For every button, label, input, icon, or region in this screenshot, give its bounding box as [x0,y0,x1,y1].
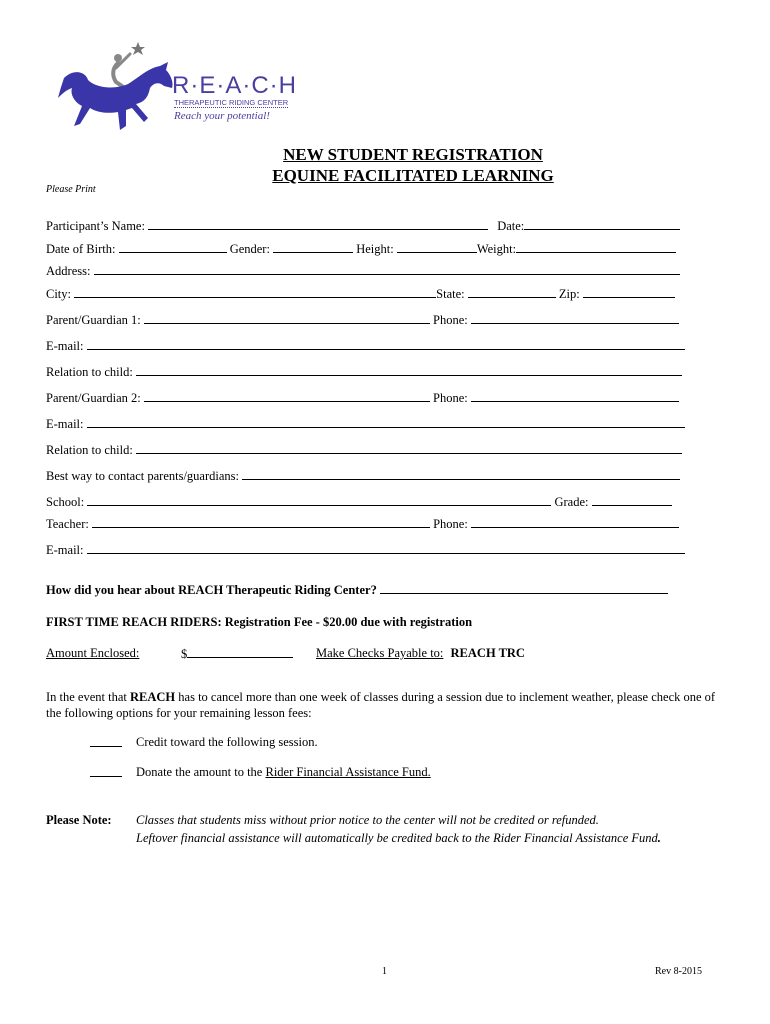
payee-name: REACH TRC [450,646,525,660]
city-label: City: [46,287,72,301]
reach-logo [52,38,302,138]
horse-rider-logo-icon [52,38,177,138]
city-field[interactable] [74,286,436,298]
phone2-field[interactable] [471,390,679,402]
first-time-riders-fee: FIRST TIME REACH RIDERS: Registration Fee - $20.00 due with registration [46,615,473,629]
option1-label: Credit toward the following session. [136,735,318,749]
date-field[interactable] [524,218,680,230]
make-checks-label: Make Checks Payable to: [316,646,444,660]
grade-label: Grade: [554,495,589,509]
phone3-label: Phone: [433,517,468,531]
relation1-label: Relation to child: [46,365,133,379]
phone2-label: Phone: [433,391,468,405]
hear-about-label: How did you hear about REACH Therapeutic Riding Center? [46,583,377,597]
state-field[interactable] [468,286,556,298]
best-way-label: Best way to contact parents/guardians: [46,469,239,483]
email1-label: E-mail: [46,339,84,353]
amount-enclosed-label: Amount Enclosed: [46,646,140,660]
please-note-label: Please Note: [46,813,112,827]
amount-field[interactable] [187,646,293,658]
participant-name-label: Participant’s Name: [46,219,145,233]
brand-subtitle: THERAPEUTIC RIDING CENTER [174,98,289,107]
phone1-label: Phone: [433,313,468,327]
dollar-sign: $ [181,647,188,661]
address-field[interactable] [94,263,680,275]
parent2-label: Parent/Guardian 2: [46,391,141,405]
zip-label: Zip: [558,287,580,301]
teacher-field[interactable] [92,516,430,528]
weight-label: Weight: [476,242,517,256]
school-field[interactable] [87,494,551,506]
page-number: 1 [382,966,387,977]
phone3-field[interactable] [471,516,679,528]
note-line2: Leftover financial assistance will automatically be credited back to the Rider Financial Assistance Fund [136,831,658,845]
form-title-line2: EQUINE FACILITATED LEARNING [272,166,554,185]
email1-field[interactable] [87,338,685,350]
relation2-field[interactable] [136,442,682,454]
state-label: State: [436,287,465,301]
option2-label: Donate the amount to the [136,765,266,779]
parent1-label: Parent/Guardian 1: [46,313,141,327]
best-way-field[interactable] [242,468,680,480]
parent2-field[interactable] [144,390,430,402]
gender-field[interactable] [273,241,353,253]
participant-name-field[interactable] [148,218,488,230]
brand-tagline: Reach your potential! [174,110,270,122]
cancel-text-pre: In the event that [46,690,130,704]
hear-about-field[interactable] [380,582,668,594]
brand-name: R·E·A·C·H [172,72,297,99]
option2-checkbox-line[interactable] [90,765,122,777]
revision-label: Rev 8-2015 [655,966,702,977]
height-label: Height: [356,242,394,256]
email3-label: E-mail: [46,543,84,557]
please-print-note: Please Print [46,184,96,195]
gender-label: Gender: [229,242,270,256]
zip-field[interactable] [583,286,675,298]
cancel-text-reach: REACH [130,690,176,704]
form-title-line1: NEW STUDENT REGISTRATION [283,145,543,164]
weight-field[interactable] [516,241,676,253]
email3-field[interactable] [87,542,685,554]
grade-field[interactable] [592,494,672,506]
teacher-label: Teacher: [46,517,89,531]
school-label: School: [46,495,85,509]
note-period: . [657,831,661,845]
address-label: Address: [46,264,91,278]
rider-fund-link: Rider Financial Assistance Fund. [265,765,431,779]
relation2-label: Relation to child: [46,443,133,457]
height-field[interactable] [397,241,477,253]
email2-field[interactable] [87,416,685,428]
relation1-field[interactable] [136,364,682,376]
option1-checkbox-line[interactable] [90,735,122,747]
phone1-field[interactable] [471,312,679,324]
parent1-field[interactable] [144,312,430,324]
date-label: Date: [497,219,525,233]
email2-label: E-mail: [46,417,84,431]
note-line1: Classes that students miss without prior notice to the center will not be credited or refunded. [136,813,599,827]
cancel-text-line2: the following options for your remaining lesson fees: [46,706,312,720]
dob-label: Date of Birth: [46,242,116,256]
cancel-text-post: has to cancel more than one week of classes during a session due to inclement weather, please check one of [175,690,716,704]
dob-field[interactable] [119,241,227,253]
